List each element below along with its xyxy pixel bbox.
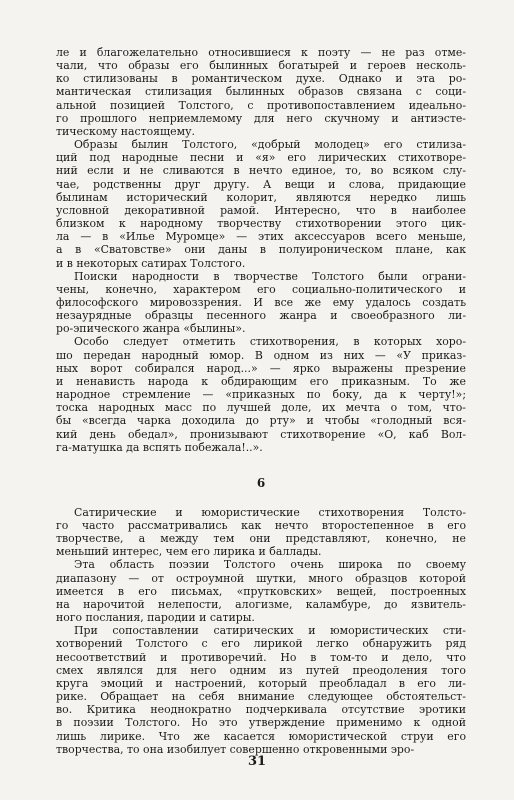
text-line: творчестве, а между тем они представляют, конечно, не — [56, 532, 466, 546]
text-line: чены, конечно, характером его социально-политического и — [56, 282, 466, 296]
text-line: рике. Обращает на себя внимание следующее обстоятельст- — [56, 690, 466, 704]
text-line: тоска народных масс по лучшей доле, их мечта о том, что- — [56, 401, 466, 415]
section-number: 6 — [256, 475, 266, 490]
text-line: Сатирические и юмористические стихотворения Толсто- — [74, 505, 466, 519]
text-line: народное стремление — «приказных по боку, да к черту!»; — [56, 388, 466, 402]
page-number: 31 — [247, 754, 267, 769]
paragraph — [56, 46, 466, 138]
text-line: творчества, то она изобилует совершенно откровенными эро- — [56, 742, 415, 756]
paragraph — [56, 506, 466, 559]
text-line: а в «Сватовстве» они даны в полуироническом плане, как — [56, 243, 466, 257]
text-line: былинам исторический колорит, являются нередко лишь — [56, 190, 466, 204]
text-block-bottom — [56, 506, 466, 756]
text-line: Особо следует отметить стихотворения, в которых хоро- — [74, 335, 466, 349]
text-line: хотворений Толстого с его лирикой легко обнаружить ряд — [56, 637, 466, 651]
text-line: философского мировоззрения. И все же ему удалось создать — [56, 295, 466, 309]
text-line: и в некоторых сатирах Толстого. — [56, 256, 246, 270]
text-line: меньший интерес, чем его лирика и баллады. — [56, 545, 322, 559]
paragraph — [56, 558, 466, 624]
text-line: в поэзии Толстого. Но это утверждение применимо к одной — [56, 716, 466, 730]
text-line: во. Критика неоднократно подчеркивала отсутствие эротики — [56, 703, 466, 717]
text-line: ро-эпического жанра «былины». — [56, 322, 246, 336]
paragraph — [56, 138, 466, 270]
text-line: близком к народному творчеству стихотворении этого цик- — [56, 217, 466, 231]
text-line: ного послания, пародии и сатиры. — [56, 611, 255, 625]
text-line: го прошлого неприемлемому для него скучному и антиэсте- — [56, 111, 466, 125]
text-line: альной позицией Толстого, с противопоставлением идеально- — [56, 98, 466, 112]
text-line: несоответствий и противоречий. Но в том-то и дело, что — [56, 650, 466, 664]
text-line: незаурядные образцы песенного жанра и своеобразного ли- — [56, 309, 466, 323]
text-line: круга эмоций и настроений, который преобладал в его ли- — [56, 676, 466, 690]
text-line: га-матушка да вспять побежала!..». — [56, 440, 263, 454]
text-line: имеется в его письмах, «прутковских» вещей, построенных — [56, 584, 466, 598]
text-line: го часто рассматривались как нечто второстепенное в его — [56, 519, 466, 532]
text-line: чае, родственны друг другу. А вещи и слова, придающие — [56, 177, 466, 191]
text-line: При сопоставлении сатирических и юмористических сти- — [74, 624, 466, 638]
text-line: ла — в «Илье Муромце» — этих аксессуаров всего меньше, — [56, 230, 466, 244]
paragraph — [56, 335, 466, 453]
text-line: ний если и не сливаются в нечто единое, то, во всяком слу- — [56, 164, 466, 178]
text-line: мантическая стилизация былинных образов связана с соци- — [56, 85, 466, 99]
paragraph — [56, 270, 466, 336]
text-line: чали, что образы его былинных богатырей и героев несколь- — [56, 59, 466, 73]
paragraph — [56, 624, 466, 756]
text-line: лишь лирике. Что же касается юмористической струи его — [56, 729, 466, 743]
text-line: на нарочитой нелепости, алогизме, каламбуре, до язвитель- — [56, 597, 466, 611]
text-line: смех являлся для него одним из путей преодоления того — [56, 663, 466, 677]
text-line: кий день обедал», пронизывают стихотворение «О, каб Вол- — [56, 427, 466, 441]
text-line: Образы былин Толстого, «добрый молодец» его стилиза- — [74, 138, 466, 152]
text-line: Поиски народности в творчестве Толстого были ограни- — [74, 269, 466, 283]
text-line: шо передан народный юмор. В одном из них — «У приказ- — [56, 348, 466, 362]
text-line: условной декоративной рамой. Интересно, что в наиболее — [56, 203, 466, 217]
text-line: ле и благожелательно относившиеся к поэту — не раз отме- — [56, 46, 466, 59]
text-line: диапазону — от остроумной шутки, много образцов которой — [56, 571, 466, 585]
text-line: Эта область поэзии Толстого очень широка по своему — [74, 558, 466, 572]
text-line: ций под народные песни и «я» его лирических стихотворе- — [56, 151, 466, 165]
text-line: ных ворот собирался народ...» — ярко выражены презрение — [56, 361, 466, 375]
text-line: и ненависть народа к обдирающим его приказным. То же — [56, 374, 466, 388]
text-block-top — [56, 46, 466, 454]
text-line: тическому настоящему. — [56, 124, 195, 138]
text-line: ко стилизованы в романтическом духе. Однако и эта ро- — [56, 72, 466, 86]
text-line: бы «всегда чарка доходила до рту» и чтобы «голодный вся- — [56, 414, 466, 428]
